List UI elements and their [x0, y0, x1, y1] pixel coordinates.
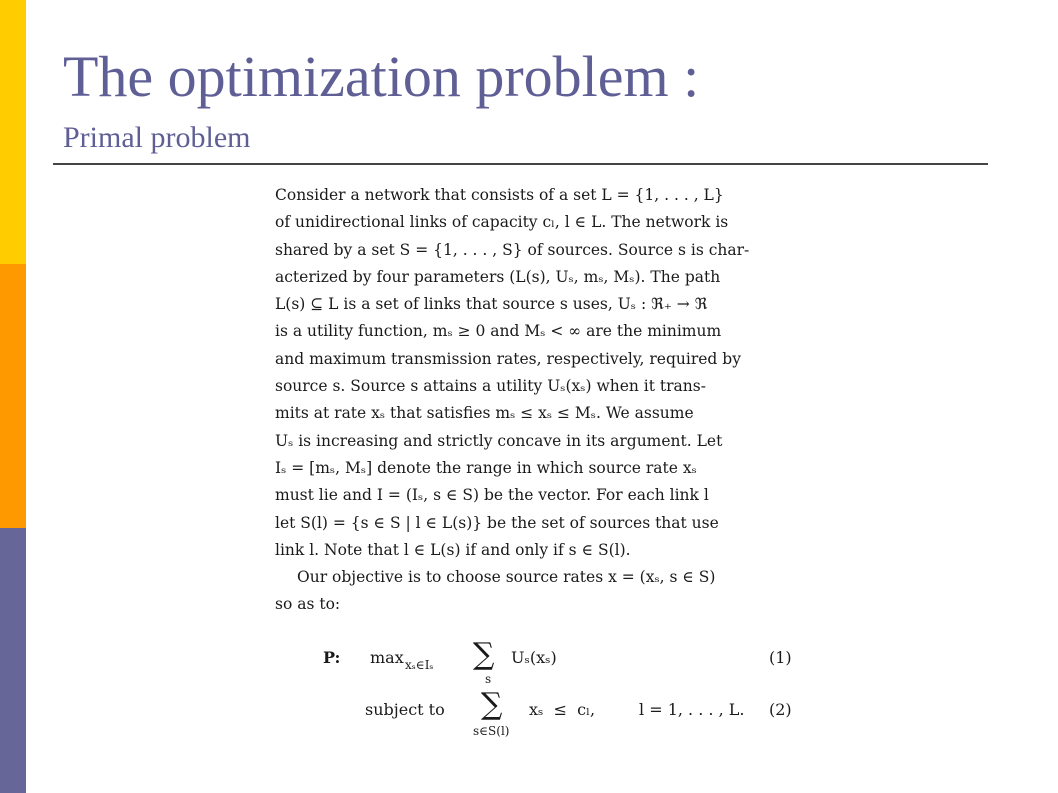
summation-symbol: ∑	[473, 637, 495, 672]
summation-subscript: s∈S(l)	[473, 724, 510, 738]
accent-stripe-yellow	[0, 0, 26, 264]
max-operator: max	[370, 648, 404, 667]
paper-line: Consider a network that consists of a set L = {1, . . . , L}	[275, 186, 724, 204]
paper-line: must lie and I = (Iₛ, s ∈ S) be the vector. For each link l	[275, 486, 709, 505]
paper-line: Our objective is to choose source rates x = (xₛ, s ∈ S)	[297, 568, 716, 587]
paper-line: so as to:	[275, 595, 341, 614]
paper-line: of unidirectional links of capacity cₗ, l ∈ L. The network is	[275, 213, 729, 232]
paper-line: let S(l) = {s ∈ S | l ∈ L(s)} be the set of sources that use	[275, 513, 719, 532]
equation-number: (1)	[769, 648, 792, 667]
constraint-label: subject to	[365, 700, 445, 719]
accent-stripe-orange	[0, 264, 26, 528]
slide-title: The optimization problem :	[63, 44, 700, 109]
paper-line: L(s) ⊆ L is a set of links that source s uses, Uₛ : ℜ₊ → ℜ	[275, 295, 708, 314]
paper-excerpt	[275, 182, 800, 619]
summation-symbol: ∑	[481, 687, 503, 722]
paper-line: Uₛ is increasing and strictly concave in its argument. Let	[275, 431, 723, 450]
max-subscript: xₛ∈Iₛ	[405, 658, 434, 672]
title-divider	[53, 163, 988, 165]
paper-line: shared by a set S = {1, . . . , S} of sources. Source s is char-	[275, 240, 750, 259]
paper-line: is a utility function, mₛ ≥ 0 and Mₛ < ∞ are the minimum	[275, 322, 722, 341]
slide-subtitle: Primal problem	[63, 121, 251, 154]
paper-line: and maximum transmission rates, respectively, required by	[275, 349, 741, 368]
paper-line: acterized by four parameters (L(s), Uₛ, mₛ, Mₛ). The path	[275, 267, 721, 286]
paper-line: Iₛ = [mₛ, Mₛ] denote the range in which source rate xₛ	[275, 458, 697, 477]
summation-subscript: s	[485, 672, 492, 686]
paper-line: link l. Note that l ∈ L(s) if and only if s ∈ S(l).	[275, 540, 631, 559]
accent-stripe-purple	[0, 528, 26, 793]
paper-line: mits at rate xₛ that satisfies mₛ ≤ xₛ ≤ Mₛ. We assume	[275, 404, 694, 423]
equation-number: (2)	[769, 700, 792, 719]
paper-line: source s. Source s attains a utility Uₛ(xₛ) when it trans-	[275, 377, 706, 396]
equation-2	[275, 687, 800, 738]
constraint-range: l = 1, . . . , L.	[639, 700, 745, 719]
equation-1	[275, 637, 800, 686]
objective-body: Uₛ(xₛ)	[511, 648, 557, 667]
equation-label: P:	[323, 648, 341, 667]
constraint-body: xₛ ≤ cₗ,	[529, 700, 596, 719]
